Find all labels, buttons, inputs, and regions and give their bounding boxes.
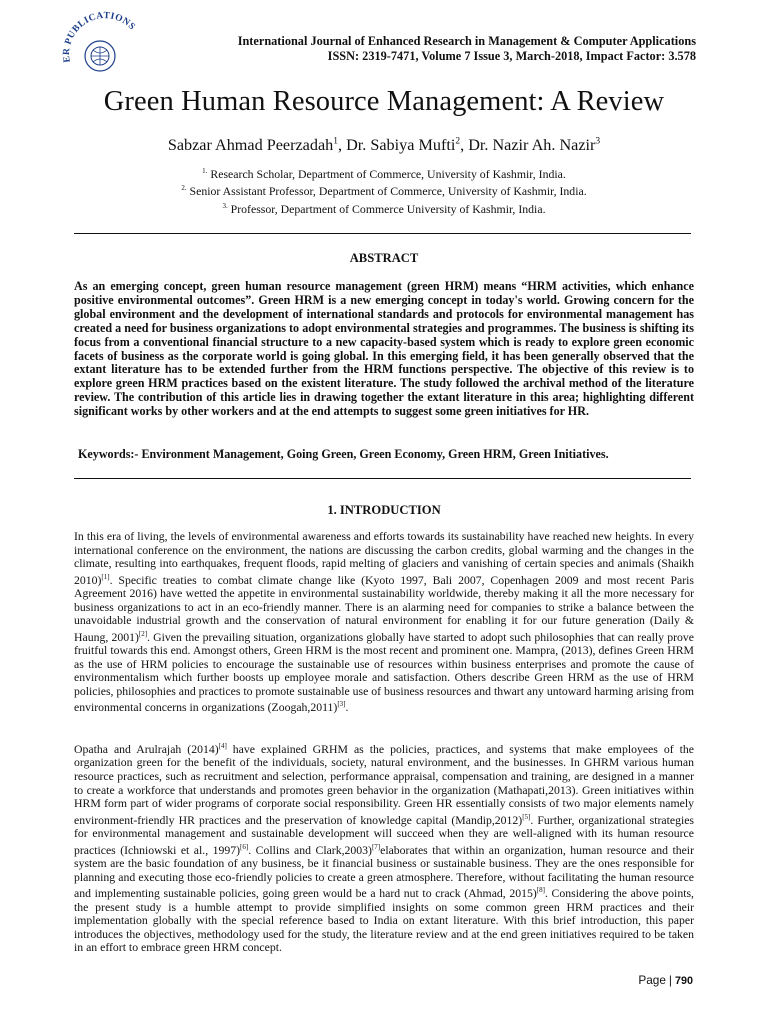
page-number: 790 <box>674 975 693 987</box>
citation-mark: [1] <box>101 572 110 581</box>
introduction-paragraph-1 <box>74 530 694 715</box>
affiliation <box>0 181 768 198</box>
author-list <box>0 136 768 155</box>
author-affiliation-mark: 1 <box>333 136 338 147</box>
affiliation-mark: 3. <box>222 201 228 210</box>
citation-mark: [2] <box>138 629 148 638</box>
paragraph-text: . Considering the above points, the present study is a humble attempt to provide simplified insights on some common green HRM practices and their implementation globally with the special reference based to India on extant literature. With this brief introduction, this paper introduces the objectives, methodology used for the study, the literature review and at the end green initiatives required to be taken in an effort to embrace green HRM concept. <box>74 887 694 955</box>
citation-mark: [3] <box>337 700 346 709</box>
journal-name: International Journal of Enhanced Research in Management & Computer Applications <box>237 34 696 48</box>
paragraph-text: . Given the prevailing situation, organizations globally have started to adopt such philosophies that can really prove fruitful towards this end. Amongst others, Green HRM is the most recent and prominent one. Mampra, (2013), defines Green HRM as the use of HRM policies to encourage the sustainable use of resources within business enterprises and promote the cause of environmentalism which further boosts up employee morale and satisfaction. Others describe Green HRM as the use of HRM policies, philosophies and practices to promote sustainable use of business resources and thwart any untoward harming arising from environmental concerns in organizations (Zoogah,2011) <box>74 630 694 715</box>
affiliation-text: Professor, Department of Commerce University of Kashmir, India. <box>227 201 546 216</box>
paper-title: Green Human Resource Management: A Review <box>103 86 665 117</box>
divider-top <box>74 233 691 234</box>
affiliation-text: Research Scholar, Department of Commerce, University of Kashmir, India. <box>207 166 566 181</box>
paragraph-text: have explained GRHM as the policies, practices, and systems that make employees of the organization green for the benefit of the individuals, society, natural environment, and the businesses. In GHRM various human resource practices, such as recruitment and selection, performance appraisal, compensation and training, are designed in a manner to create a workforce that understands and promotes green behavior in the organization (Mathapati,2013). Green initiatives within HRM form part of wider programs of corporate social responsibility. Green HR essentially consists of two major elements namely environment-friendly HR practices and the preservation of knowledge capital (Mandip,2012) <box>74 742 694 827</box>
author-name: Sabzar Ahmad Peerzadah <box>167 136 334 154</box>
affiliation <box>0 164 768 181</box>
paragraph-text: . Specific treaties to combat climate change like (Kyoto 1997, Bali 2007, Copenhagen 2009 and most recent Paris Agreement 2016) have wetted the appetite in environmental sustainability worldwide, thereby making it all the more necessary for business organizations to act in an eco-friendly manner. There is an alarming need for companies to strike a balance between the unavoidable industrial growth and the conservation of natural environment for enabling it for our future generation (Daily & Haung, 2001) <box>74 573 694 644</box>
citation-mark: [4] <box>218 742 227 750</box>
journal-header <box>238 34 696 63</box>
abstract-text: As an emerging concept, green human resource management (green HRM) means “HRM activities, which enhance positive environmental outcomes”. Green HRM is a new emerging concept in today's world. Growing concern for the global environment and the development of international standards and protocols for environmental management has created a need for business organizations to adopt environmental strategies and programmes. The business is shifting its focus from a conventional financial structure to a new capacity-based system which is ready to explore green economic facets of business as the corporate world is going global. In this emerging field, it has been generally observed that the extant literature has to be extended further from the HRM functions perspective. The objective of this review is to explore green HRM practices based on the existent literature. The study followed the archival method of the literature review. The contribution of this article lies in drawing together the extant literature in this area; highlighting different significant works by other workers and at the end attempts to suggest some green initiatives for HR. <box>74 279 694 419</box>
author-name: Dr. Sabiya Mufti <box>346 136 456 154</box>
author-name: Dr. Nazir Ah. Nazir <box>468 136 596 154</box>
affiliation-mark: 1. <box>202 167 208 175</box>
paragraph-text: In this era of living, the levels of environmental awareness and efforts towards its sustainability have reached new heights. In every international conference on the environment, the nations are discussing the carbon credits, global warming and the changes in the climate, resulting into earthquakes, frequent floods, rapid melting of glaciers and vanishing of certain species and animals (Shaikh 2010) <box>74 530 694 587</box>
page-footer <box>638 973 693 987</box>
affiliation-text: Senior Assistant Professor, Department of Commerce, University of Kashmir, India. <box>186 184 587 199</box>
journal-issn: ISSN: 2319-7471, Volume 7 Issue 3, March-2018, Impact Factor: 3.578 <box>327 48 696 63</box>
author-separator: , <box>337 136 347 154</box>
affiliation <box>0 199 768 216</box>
author-affiliation-mark: 3 <box>595 136 601 147</box>
paragraph-text: elaborates that within an organization, human resource and their system are the basic foundation of any business, be it financial business or sustainable business. They are the ones responsible for planning and executing those eco-friendly policies to create a green atmosphere. Therefore, without facilitating the human resource and implementing sustainable policies, going green would be a hard nut to crack (Ahmad, 2015) <box>74 843 694 901</box>
abstract-heading: ABSTRACT <box>349 251 419 265</box>
logo-text: ER PUBLICATIONS <box>61 10 137 63</box>
divider-bottom <box>74 478 691 479</box>
paragraph-text: . <box>345 701 349 715</box>
affiliation-mark: 2. <box>181 184 187 193</box>
keywords: Keywords:- Environment Management, Going Green, Green Economy, Green HRM, Green Initiatives. <box>78 447 609 461</box>
page-separator: | <box>668 973 672 987</box>
citation-mark: [8] <box>536 886 545 895</box>
page-label: Page <box>638 973 666 987</box>
affiliation-list <box>0 164 768 216</box>
paragraph-text: . Further, organizational strategies for environmental management and sustainable development will succeed when they are well-aligned with its human resource practices (Ichniowski et al., 1997) <box>74 813 694 857</box>
author-separator: , <box>460 136 469 154</box>
introduction-heading: 1. INTRODUCTION <box>327 503 441 517</box>
paragraph-text: . Collins and Clark,2003) <box>248 843 372 857</box>
citation-mark: [6] <box>240 842 249 851</box>
publisher-logo <box>48 10 148 72</box>
author-affiliation-mark: 2 <box>455 136 461 147</box>
paragraph-text: Opatha and Arulrajah (2014) <box>74 742 219 756</box>
introduction-paragraph-2 <box>74 740 694 955</box>
citation-mark: [7] <box>371 842 381 851</box>
citation-mark: [5] <box>522 812 531 821</box>
